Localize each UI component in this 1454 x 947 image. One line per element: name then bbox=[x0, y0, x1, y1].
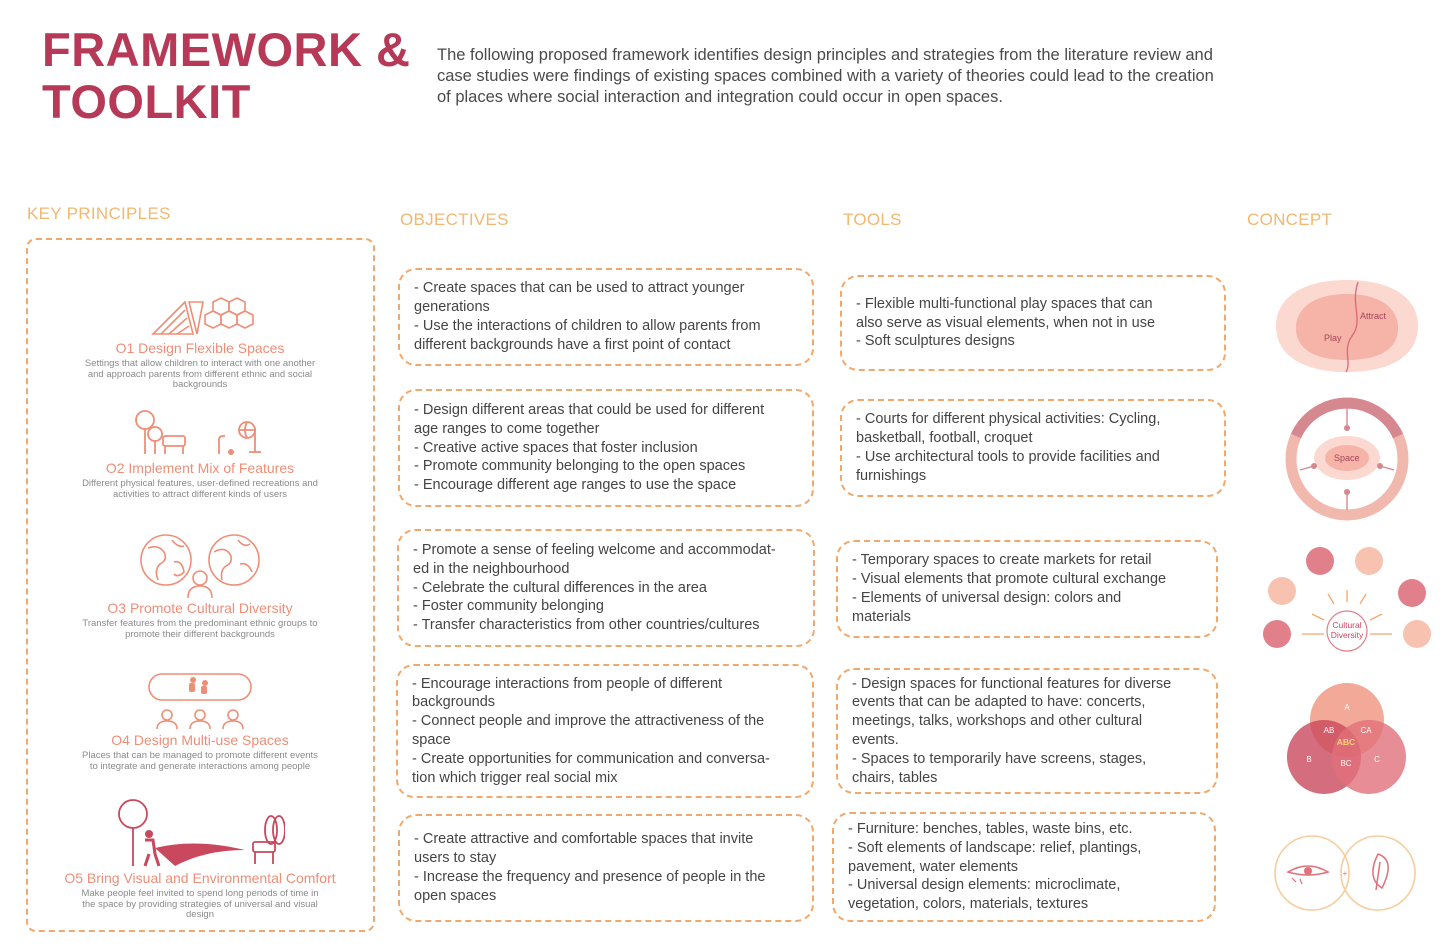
objective-line: different backgrounds have a first point of contact bbox=[414, 336, 731, 353]
multi-use-people-icon bbox=[145, 672, 255, 730]
tool-line: - Elements of universal design: colors and bbox=[852, 590, 1122, 606]
principle-title: O2 Implement Mix of Features bbox=[105, 460, 295, 476]
title-line-2: TOOLKIT bbox=[42, 75, 251, 128]
principle-title: O3 Promote Cultural Diversity bbox=[107, 600, 293, 616]
concept-space-label: Space bbox=[1334, 453, 1360, 463]
tool-line: furnishings bbox=[856, 467, 927, 484]
tool-line: materials bbox=[852, 608, 911, 625]
principle-description: Different physical features, user-defined recreations and activities to attract different kinds of users bbox=[82, 478, 318, 500]
header-objectives: OBJECTIVES bbox=[400, 210, 509, 229]
tool-box-5 bbox=[832, 812, 1216, 922]
principle-title: O5 Bring Visual and Environmental Comfort bbox=[64, 870, 336, 886]
flexible-spaces-icon bbox=[145, 296, 255, 338]
mix-features-icon bbox=[135, 406, 265, 458]
intro-paragraph bbox=[437, 45, 1257, 108]
comfort-park-icon bbox=[115, 798, 285, 868]
principle-title: O1 Design Flexible Spaces bbox=[115, 340, 285, 356]
objective-line: - Increase the frequency and presence of people in the bbox=[414, 869, 766, 885]
objective-box-5 bbox=[398, 814, 814, 922]
header-key-principles: KEY PRINCIPLES bbox=[27, 204, 171, 223]
objective-box-3 bbox=[397, 529, 815, 647]
concept-play-attract-diagram bbox=[1272, 276, 1422, 376]
objective-box-4 bbox=[396, 664, 814, 798]
tool-line: - Use architectural tools to provide facilities and bbox=[856, 449, 1160, 465]
objective-line: - Transfer characteristics from other countries/cultures bbox=[413, 617, 760, 634]
tool-line: - Spaces to temporarily have screens, stages, bbox=[852, 750, 1147, 767]
tool-line: - Design spaces for functional features for diverse bbox=[852, 675, 1172, 692]
principle-title: O4 Design Multi-use Spaces bbox=[111, 732, 289, 748]
concept-plus-label: + bbox=[1342, 869, 1348, 878]
tool-box-4 bbox=[836, 668, 1218, 794]
tool-line: - Universal design elements: microclimate, bbox=[848, 877, 1121, 894]
globe-people-icon bbox=[138, 532, 262, 598]
tool-box-1 bbox=[840, 275, 1226, 371]
principle-description: Settings that allow children to interact with one another and approach parents from different ethnic and social backgrounds bbox=[84, 358, 316, 390]
intro-line: of places where social interaction and integration could occur in open spaces. bbox=[437, 88, 1003, 106]
objective-line: - Use the interactions of children to allow parents from bbox=[414, 318, 761, 334]
principle-03 bbox=[40, 532, 360, 640]
objective-line: - Encourage interactions from people of different bbox=[412, 675, 723, 692]
concept-cultural-label-2: Diversity bbox=[1330, 630, 1364, 640]
objective-line: - Promote community belonging to the open spaces bbox=[414, 458, 746, 475]
tool-line: - Courts for different physical activities: Cycling, bbox=[856, 411, 1161, 428]
tool-line: pavement, water elements bbox=[848, 858, 1019, 875]
venn-a-label: A bbox=[1344, 703, 1350, 712]
tool-line: - Visual elements that promote cultural exchange bbox=[852, 571, 1167, 588]
objective-line: space bbox=[412, 732, 451, 748]
header-concept: CONCEPT bbox=[1247, 210, 1333, 229]
objective-line: tion which trigger real social mix bbox=[412, 769, 618, 786]
tool-line: - Soft sculptures designs bbox=[856, 333, 1015, 350]
objective-line: - Create attractive and comfortable spaces that invite bbox=[414, 831, 754, 848]
objective-line: - Encourage different age ranges to use the space bbox=[414, 477, 737, 494]
page-title bbox=[42, 24, 410, 128]
tool-line: vegetation, colors, materials, textures bbox=[848, 896, 1089, 913]
tool-line: meetings, talks, workshops and other cultural bbox=[852, 713, 1143, 730]
objective-line: - Create spaces that can be used to attract younger bbox=[414, 280, 745, 297]
concept-cultural-label-1: Cultural bbox=[1332, 620, 1362, 630]
principle-description: Make people feel invited to spend long periods of time in the space by providing strategies of universal and visual design bbox=[81, 888, 319, 920]
venn-abc-label: ABC bbox=[1336, 737, 1356, 747]
header-tools: TOOLS bbox=[843, 210, 902, 229]
objective-line: generations bbox=[414, 299, 490, 316]
title-line-1: FRAMEWORK & bbox=[42, 23, 411, 76]
intro-line: case studies were findings of existing spaces combined with a variety of theories could lead to the creation bbox=[437, 67, 1214, 85]
objective-box-2 bbox=[398, 389, 814, 507]
concept-attract-label: Attract bbox=[1360, 311, 1387, 321]
principle-01 bbox=[40, 296, 360, 391]
objective-line: - Design different areas that could be used for different bbox=[414, 402, 765, 418]
tool-line: events. bbox=[852, 732, 899, 748]
principle-description: Transfer features from the predominant ethnic groups to promote their different backgrounds bbox=[82, 618, 318, 640]
tool-line: - Temporary spaces to create markets for retail bbox=[852, 552, 1152, 569]
concept-eye-leaf-diagram bbox=[1274, 832, 1418, 914]
venn-b-label: B bbox=[1306, 755, 1312, 764]
objective-line: - Connect people and improve the attractiveness of the bbox=[412, 713, 765, 730]
intro-line: The following proposed framework identifies design principles and strategies from the literature review and bbox=[437, 46, 1213, 64]
objective-line: - Creative active spaces that foster inclusion bbox=[414, 439, 698, 456]
tool-line: events that can be adapted to have: concerts, bbox=[852, 694, 1146, 711]
concept-venn-diagram bbox=[1283, 680, 1409, 798]
objective-line: open spaces bbox=[414, 887, 497, 904]
venn-ca-label: CA bbox=[1360, 726, 1372, 735]
objective-line: ed in the neighbourhood bbox=[413, 560, 570, 577]
objective-line: - Celebrate the cultural differences in the area bbox=[413, 579, 707, 596]
concept-play-label: Play bbox=[1324, 333, 1342, 343]
principle-05 bbox=[40, 798, 360, 921]
venn-ab-label: AB bbox=[1323, 726, 1335, 735]
tool-line: also serve as visual elements, when not in use bbox=[856, 314, 1156, 331]
objective-line: backgrounds bbox=[412, 694, 496, 711]
principle-02 bbox=[40, 406, 360, 500]
concept-cultural-diversity-diagram bbox=[1260, 544, 1440, 656]
objective-line: users to stay bbox=[414, 850, 497, 867]
objective-box-1 bbox=[398, 268, 814, 366]
objective-line: - Promote a sense of feeling welcome and accommodat- bbox=[413, 542, 776, 558]
objective-line: age ranges to come together bbox=[414, 420, 600, 437]
concept-space-ring-diagram bbox=[1282, 396, 1412, 522]
tool-line: basketball, football, croquet bbox=[856, 430, 1033, 447]
tool-box-2 bbox=[840, 399, 1226, 497]
tool-line: - Flexible multi-functional play spaces that can bbox=[856, 295, 1153, 312]
tool-line: chairs, tables bbox=[852, 769, 938, 786]
leaf-icon bbox=[1373, 854, 1388, 890]
tool-line: - Soft elements of landscape: relief, plantings, bbox=[848, 839, 1142, 856]
principle-04 bbox=[40, 672, 360, 772]
venn-c-label: C bbox=[1374, 755, 1380, 764]
tool-line: - Furniture: benches, tables, waste bins, etc. bbox=[848, 821, 1133, 837]
venn-bc-label: BC bbox=[1340, 759, 1352, 768]
principle-description: Places that can be managed to promote different events to integrate and generate interactions among people bbox=[82, 750, 318, 772]
objective-line: - Create opportunities for communication and conversa- bbox=[412, 750, 770, 767]
objective-line: - Foster community belonging bbox=[413, 598, 604, 615]
tool-box-3 bbox=[836, 540, 1218, 638]
